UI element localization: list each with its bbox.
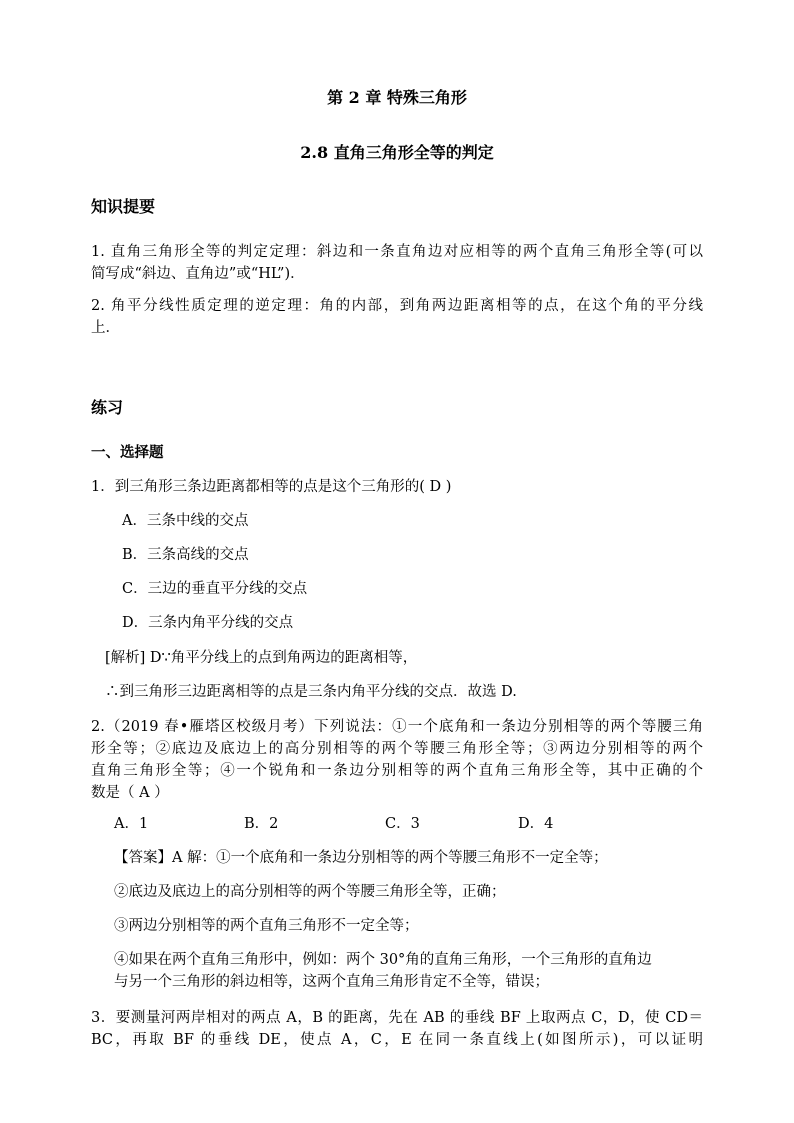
q3-stem-line-2: BC，再取 BF 的垂线 DE，使点 A，C，E 在同一条直线上(如图所示)，可以证明 [91,1032,703,1048]
q2-stem-line-2: 形全等；②底边及底边上的高分别相等的两个等腰三角形全等；③两边分别相等的两个 [91,741,703,757]
q1-option-a: A．三条中线的交点 [122,513,249,529]
section-title: 2.8 直角三角形全等的判定 [300,143,494,162]
q1-stem: 1．到三角形三条边距离都相等的点是这个三角形的( D ) [91,479,452,495]
q2-stem-line-3: 直角三角形全等；④一个锐角和一条边分别相等的两个直角三角形全等，其中正确的个 [91,763,703,779]
q1-analysis-line-1: [解析] D∵角平分线上的点到角两边的距离相等， [105,650,418,666]
knowledge-point-2-line-2: 上． [91,320,120,336]
q2-answer-line-2: ②底边及底边上的高分别相等的两个等腰三角形全等，正确； [114,884,506,900]
q1-option-d: D．三条内角平分线的交点 [122,615,294,631]
q2-stem-line-4: 数是（ A ） [91,785,169,801]
part1-heading: 一、选择题 [91,444,164,461]
knowledge-point-1-line-1: 1. 直角三角形全等的判定定理：斜边和一条直角边对应相等的两个直角三角形全等(可以 [91,244,703,260]
q2-option-d: D．4 [518,816,554,832]
q2-answer-line-3: ③两边分别相等的两个直角三角形不一定全等； [114,918,419,934]
q2-answer-line-1: 【答案】A 解：①一个底角和一条边分别相等的两个等腰三角形不一定全等； [114,850,608,866]
q2-option-b: B．2 [244,816,279,832]
q1-option-b: B．三条高线的交点 [122,547,249,563]
q1-analysis-line-2: ∴到三角形三边距离相等的点是三条内角平分线的交点．故选 D. [105,684,517,700]
q2-answer-line-4: ④如果在两个直角三角形中，例如：两个 30°角的直角三角形，一个三角形的直角边 [114,952,652,968]
q2-answer-line-5: 与另一个三角形的斜边相等，这两个直角三角形肯定不全等，错误； [114,974,549,990]
knowledge-point-1-line-2: 简写成“斜边、直角边”或“HL”)． [91,266,305,282]
chapter-title: 第 2 章 特殊三角形 [327,88,467,107]
practice-heading: 练习 [91,398,124,417]
knowledge-heading: 知识提要 [91,197,156,216]
knowledge-point-2-line-1: 2. 角平分线性质定理的逆定理：角的内部，到角两边距离相等的点，在这个角的平分线 [91,298,703,314]
q2-stem-line-1: 2.（2019 春•雁塔区校级月考）下列说法：①一个底角和一条边分别相等的两个等腰三角 [91,719,703,735]
q2-option-a: A．1 [114,816,149,832]
q1-option-c: C．三边的垂直平分线的交点 [122,581,308,597]
q3-stem-line-1: 3．要测量河两岸相对的两点 A，B 的距离，先在 AB 的垂线 BF 上取两点 C，D，使 CD＝ [91,1010,703,1026]
q2-option-c: C．3 [385,816,420,832]
